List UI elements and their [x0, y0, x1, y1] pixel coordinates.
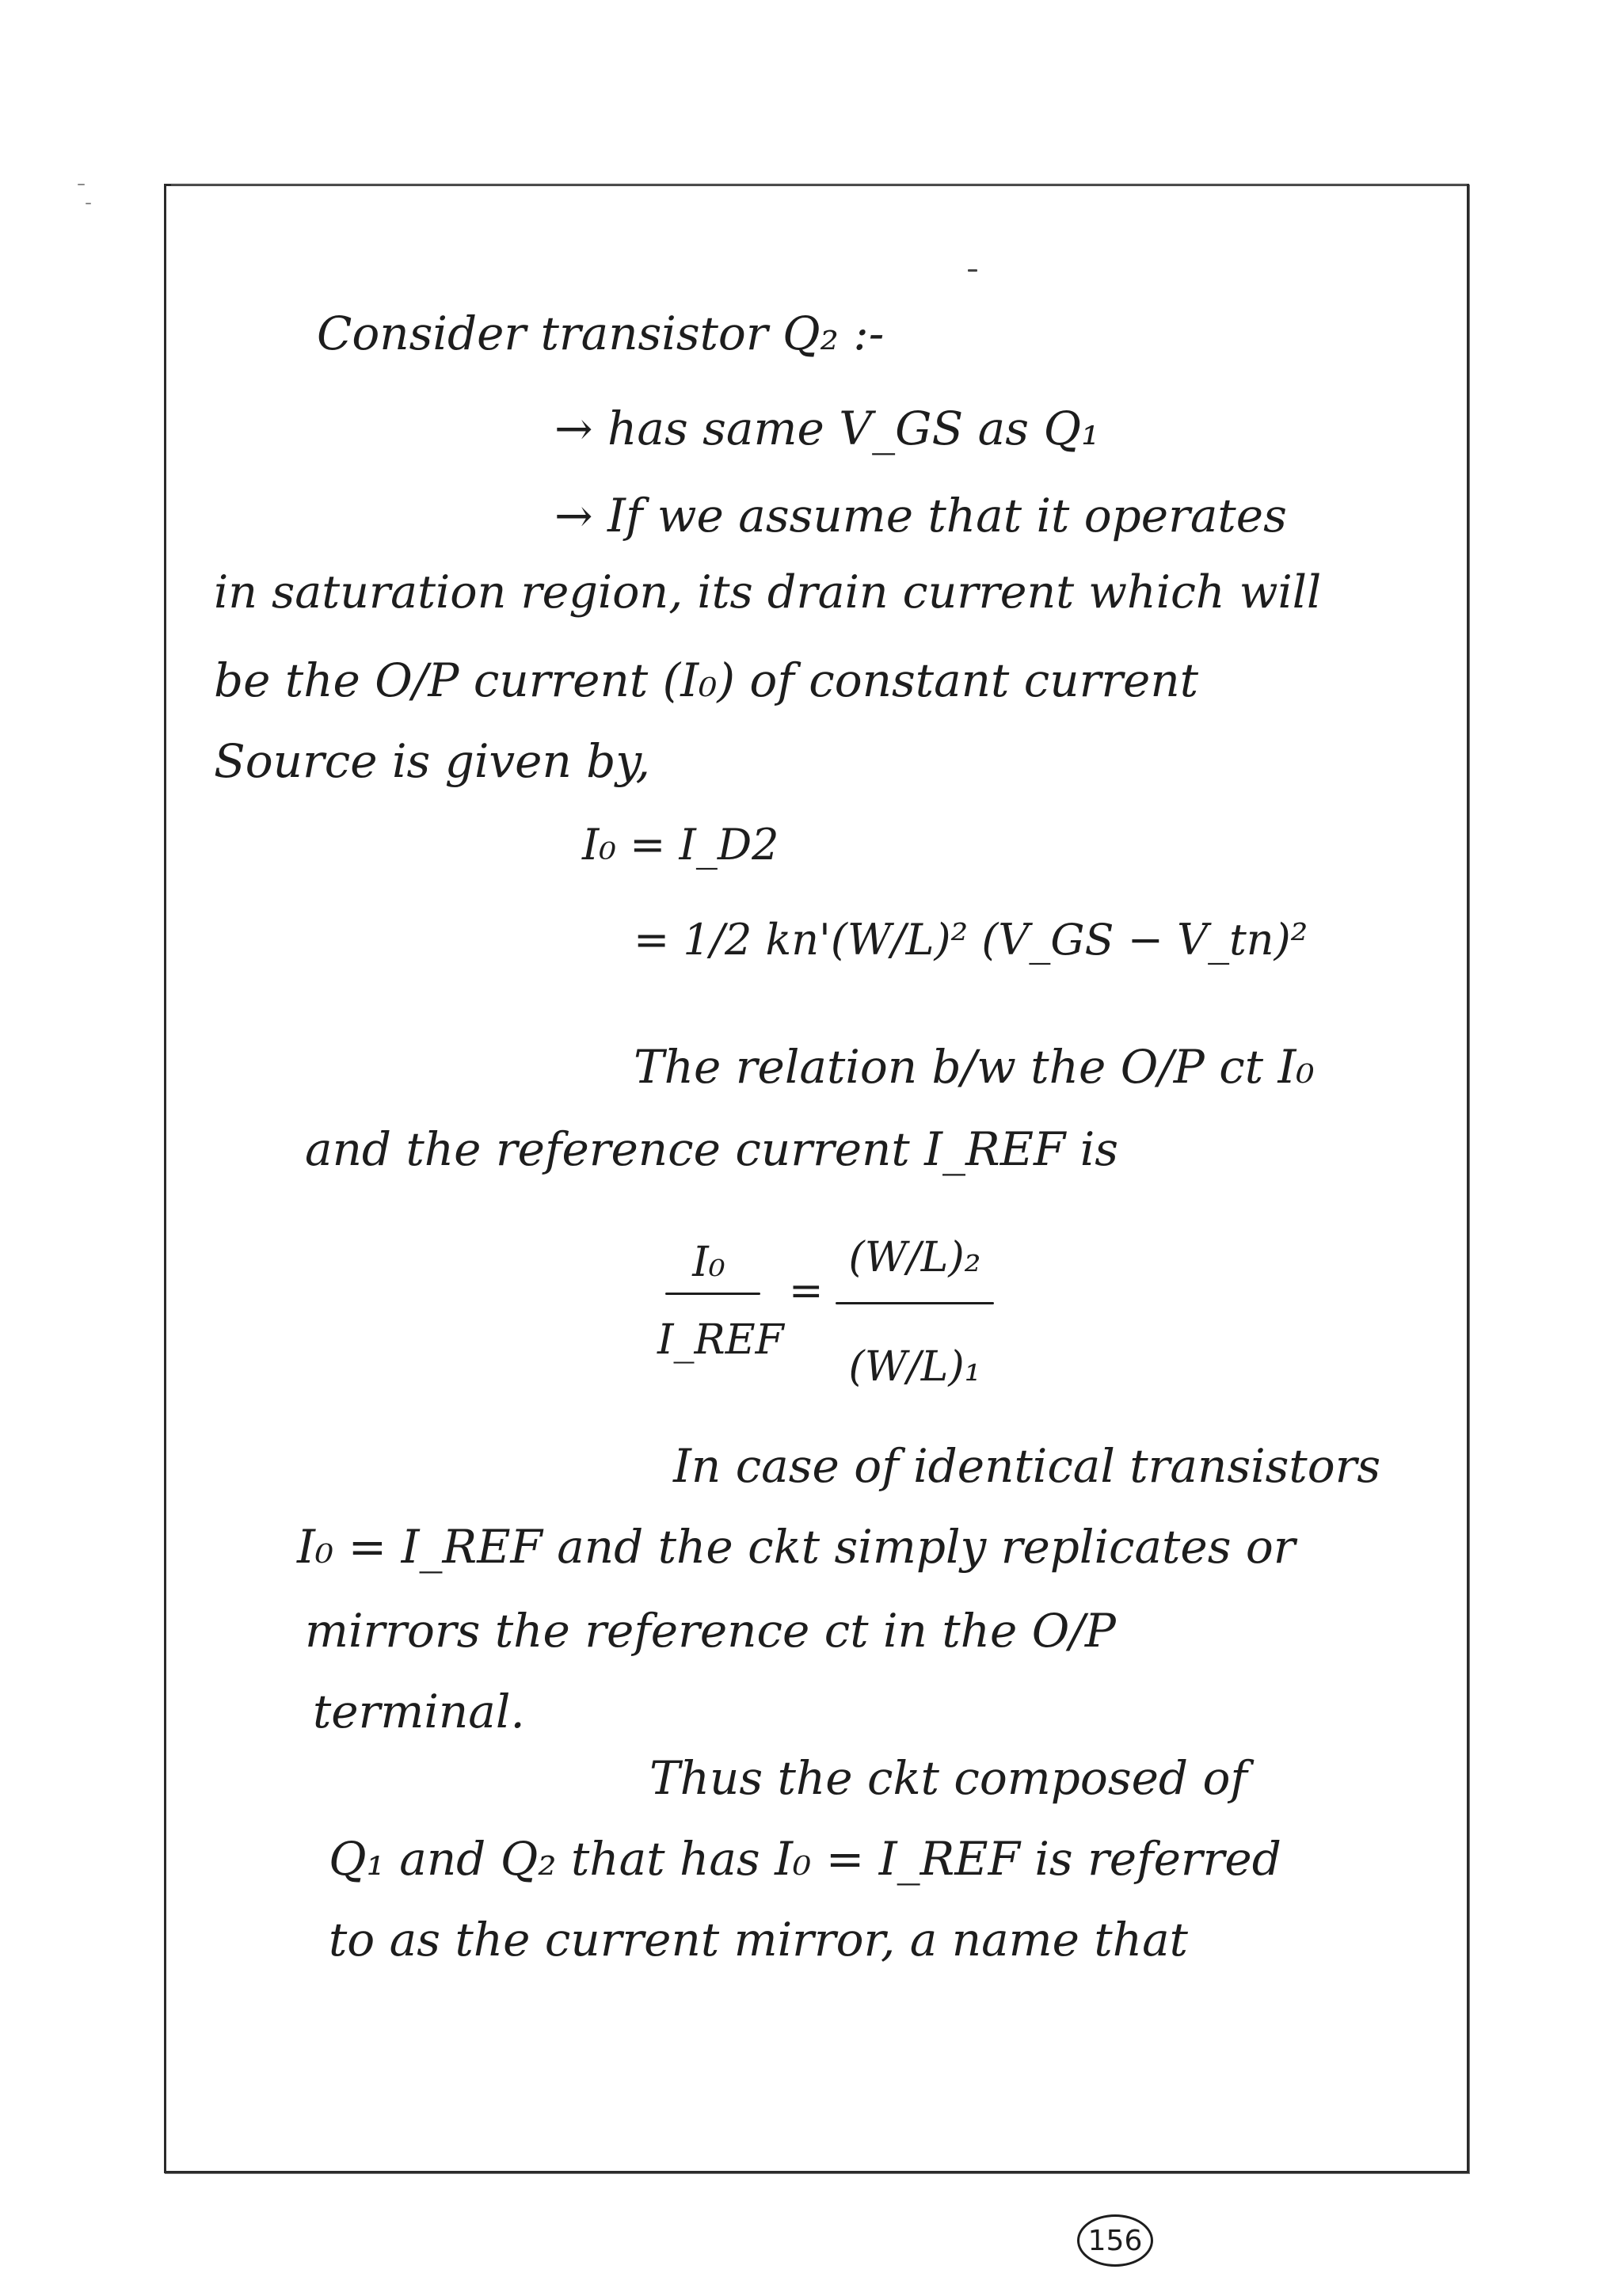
ratio-equals-sign: = — [789, 1267, 824, 1315]
line-mirrors-reference: mirrors the reference ct in the O/P — [305, 1604, 1116, 1658]
ratio-lhs-numerator: I₀ — [692, 1239, 725, 1286]
line-consider-q2: Consider transistor Q₂ :- — [317, 307, 885, 360]
line-identical-transistors: In case of identical transistors — [673, 1439, 1381, 1493]
line-same-vgs: → has same V_GS as Q₁ — [554, 402, 1100, 455]
ratio-rhs-denominator: (W/L)₁ — [848, 1343, 981, 1391]
ratio-lhs-fraction-bar — [665, 1293, 760, 1295]
equation-saturation-current: = 1/2 kn'(W/L)² (V_GS − V_tn)² — [634, 915, 1308, 965]
line-assume-operates: → If we assume that it operates — [554, 489, 1287, 543]
page-number: 156 — [1077, 2214, 1153, 2267]
line-q1-q2-referred: Q₁ and Q₂ that has I₀ = I_REF is referred — [329, 1832, 1281, 1886]
line-ckt-replicates: I₀ = I_REF and the ckt simply replicates or — [297, 1520, 1296, 1574]
ratio-rhs-numerator: (W/L)₂ — [848, 1234, 981, 1281]
line-source-given-by: Source is given by, — [214, 734, 650, 788]
line-ckt-composed: Thus the ckt composed of — [649, 1751, 1247, 1805]
line-reference-current: and the reference current I_REF is — [305, 1122, 1119, 1176]
ratio-rhs-fraction-bar — [836, 1302, 994, 1304]
scan-mark — [78, 184, 85, 185]
line-terminal: terminal. — [313, 1685, 525, 1738]
scan-mark — [86, 203, 91, 204]
ratio-lhs-denominator: I_REF — [657, 1316, 784, 1364]
line-saturation-region: in saturation region, its drain current which will — [214, 566, 1322, 619]
equation-io-id2: I₀ = I_D2 — [582, 820, 779, 870]
line-relation: The relation b/w the O/P ct I₀ — [634, 1040, 1315, 1094]
line-current-mirror: to as the current mirror, a name that — [329, 1913, 1188, 1967]
line-op-current: be the O/P current (I₀) of constant current — [214, 653, 1199, 707]
